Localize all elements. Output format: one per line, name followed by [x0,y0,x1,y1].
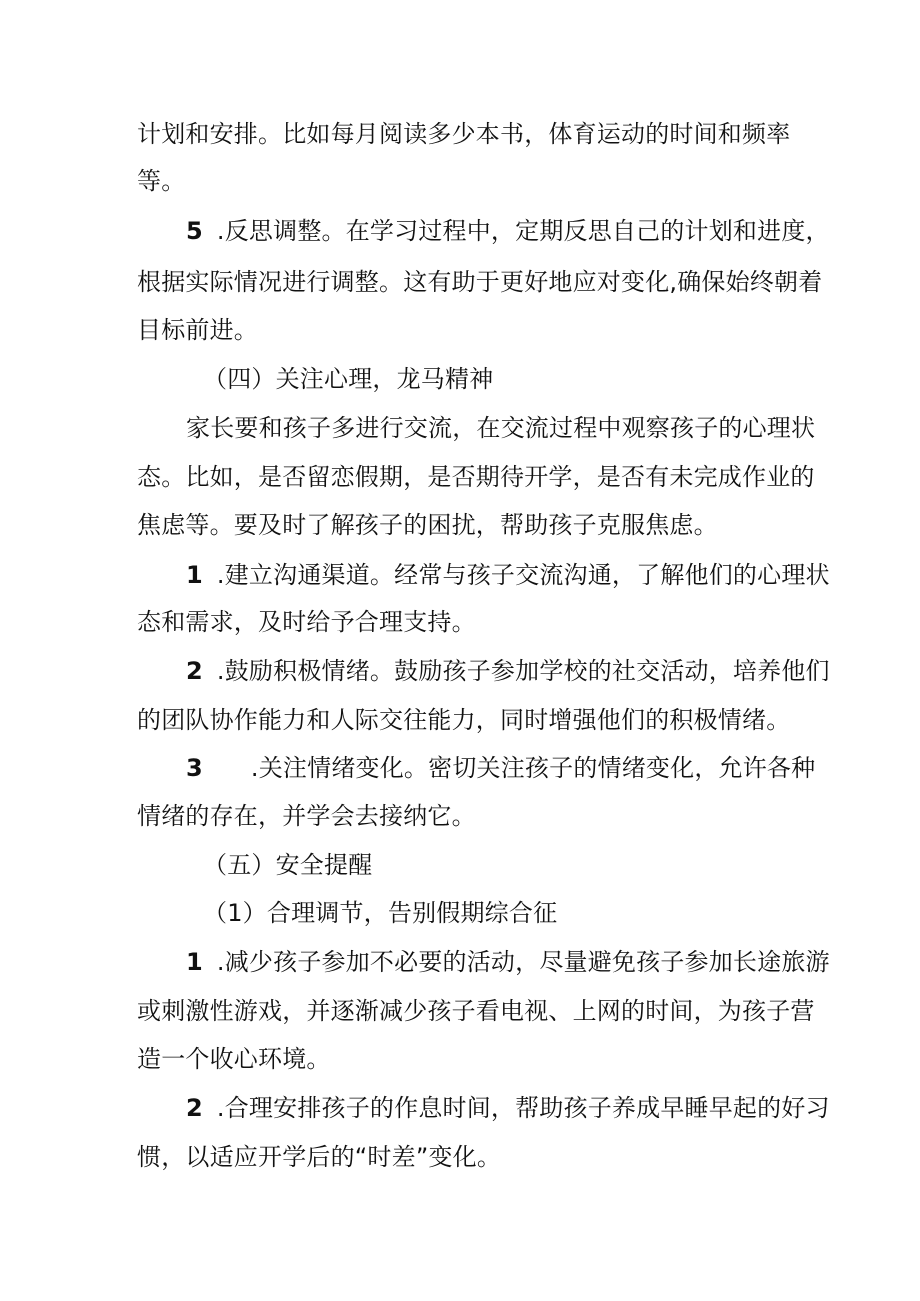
paragraph-line: 造一个收心环境。 [137,1045,331,1073]
paragraph-line: 的团队协作能力和人际交往能力，同时增强他们的积极情绪。 [137,706,791,734]
section-heading-4: （四）关注心理，龙马精神 [203,365,494,393]
paragraph-line: 情绪的存在，并学会去接纳它。 [137,802,476,830]
paragraph-line: 或刺激性游戏，并逐渐减少孩子看电视、上网的时间，为孩子营 [137,997,815,1025]
list-item-2 [186,654,830,688]
list-item-1 [186,945,830,979]
list-number: 3 [186,754,203,782]
list-text: .合理安排孩子的作息时间，帮助孩子养成早睡早起的好习 [216,1094,830,1122]
paragraph-line: 态。比如，是否留恋假期，是否期待开学，是否有未完成作业的 [137,463,815,491]
paragraph-line: 焦虑等。要及时了解孩子的困扰，帮助孩子克服焦虑。 [137,511,718,539]
paragraph-line: 惯，以适应开学后的“时差”变化。 [137,1143,502,1171]
subsection-heading: （1）合理调节，告别假期综合征 [203,899,558,927]
list-number: 2 [186,1094,203,1122]
list-text: .建立沟通渠道。经常与孩子交流沟通，了解他们的心理状 [216,561,830,589]
list-item-2 [186,1091,830,1125]
list-item-5 [186,214,830,248]
list-text: .减少孩子参加不必要的活动，尽量避免孩子参加长途旅游 [216,948,830,976]
list-text: .反思调整。在学习过程中，定期反思自己的计划和进度， [216,217,830,245]
section-heading-5: （五）安全提醒 [203,851,373,879]
list-text: .关注情绪变化。密切关注孩子的情绪变化，允许各种 [250,754,816,782]
paragraph-line: 家长要和孩子多进行交流，在交流过程中观察孩子的心理状 [186,414,816,442]
paragraph-line: 目标前进。 [137,316,258,344]
paragraph-line: 态和需求，及时给予合理支持。 [137,608,476,636]
list-number: 5 [186,217,203,245]
paragraph-line: 等。 [137,167,186,195]
list-number: 1 [186,561,203,589]
paragraph-line: 根据实际情况进行调整。这有助于更好地应对变化,确保始终朝着 [137,268,823,296]
list-item-3 [186,751,815,785]
list-number: 2 [186,657,203,685]
list-text: .鼓励积极情绪。鼓励孩子参加学校的社交活动，培养他们 [216,657,830,685]
list-item-1 [186,558,830,592]
paragraph-line: 计划和安排。比如每月阅读多少本书，体育运动的时间和频率 [137,120,791,148]
list-number: 1 [186,948,203,976]
